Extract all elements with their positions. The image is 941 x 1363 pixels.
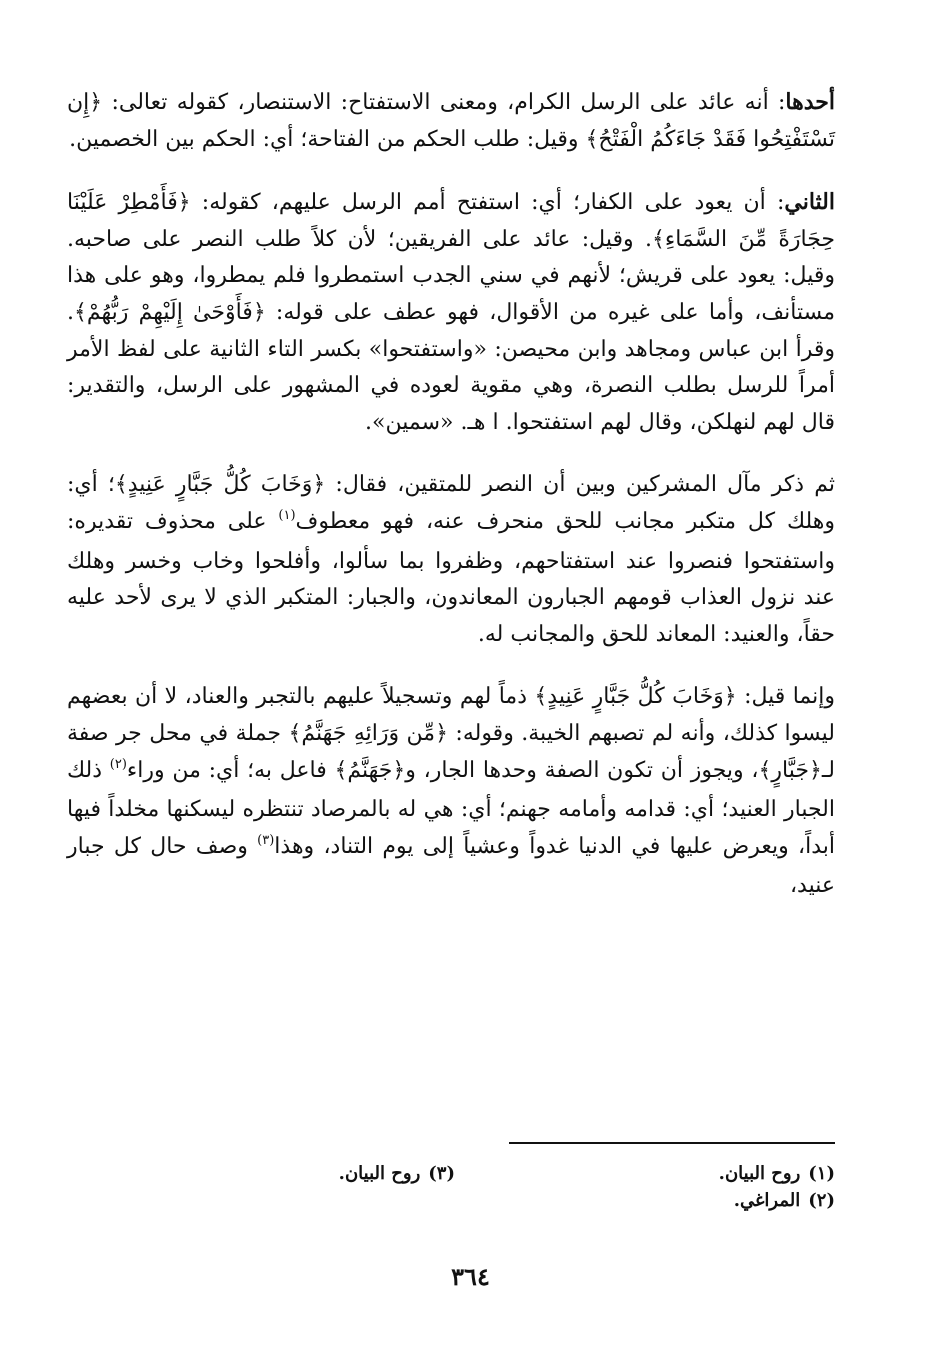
footnotes <box>67 1160 835 1214</box>
paragraph-text: ذلك الجبار العنيد؛ أي: قدامه وأمامه جهنم؛ أي: هي له بالمرصاد تنتظره ليسكنها مخلداً فيها أبداً، ويعرض عليها في الدنيا غدواً وعشياً إلى يوم التناد، وهذا <box>67 757 836 859</box>
footnote-row <box>67 1187 835 1214</box>
footnote-text: روح البيان. <box>718 1163 801 1184</box>
footnote-row <box>67 1160 835 1187</box>
paragraph-text: وإنما قيل: ﴿وَخَابَ كُلُّ جَبَّارٍ عَنِيدٍ﴾ ذماً لهم وتسجيلاً عليهم بالتجبر والعناد، لا أن بعضهم ليسوا كذلك، وأنه لم تصبهم الخيبة. وقوله: ﴿مِّن وَرَائِهِ جَهَنَّمُ﴾ جملة في محل جر صفة لـ﴿جَبَّارٍ﴾، ويجوز أن تكون الصفة وحدها الجار، و﴿جَهَنَّمُ﴾ فاعل به؛ أي: من وراء <box>67 684 835 783</box>
paragraph-text: وصف حال كل جبار عنيد، <box>67 833 835 899</box>
paragraph-text: : أن يعود على الكفار؛ أي: استفتح أمم الرسل عليهم، كقوله: ﴿فَأَمْطِرْ عَلَيْنَا حِجَارَةً مِّنَ السَّمَاءِ﴾. وقيل: عائد على الفريقين؛ لأن كلاً طلب النصر على صاحبه. وقيل: يعود على قريش؛ لأنهم في سني الجدب استمطروا فلم يمطروا، وهو على هذا مستأنف، وأما على غيره من الأقوال، فهو عطف على قوله: ﴿فَأَوْحَىٰ إِلَيْهِمْ رَبُّهُمْ﴾. وقرأ ابن عباس ومجاهد وابن محيصن: «واستفتحوا» بكسر التاء الثانية على لفظ الأمر أمراً للرسل بطلب النصرة، وهي مقوية لعوده في المشهور على الرسل، والتقدير: قال لهم لنهلكن، وقال لهم استفتحوا. ا هـ. «سمين». <box>67 190 835 435</box>
footnote-3 <box>75 1160 455 1187</box>
main-text <box>67 84 835 905</box>
footnote-marker: (٢) <box>109 756 127 772</box>
paragraph-text: : أنه عائد على الرسل الكرام، ومعنى الاستفتاح: الاستنصار، كقوله تعالى: ﴿إِن تَسْتَفْتِحُوا فَقَدْ جَاءَكُمُ الْفَتْحُ﴾ وقيل: طلب الحكم من الفتاحة؛ أي: الحكم بين الخصمين. <box>67 90 835 152</box>
footnote-number: (١) <box>808 1163 835 1184</box>
footnote-separator <box>509 1142 835 1144</box>
footnote-1 <box>455 1160 835 1187</box>
footnote-number: (٣) <box>428 1163 455 1184</box>
footnote-number: (٢) <box>808 1190 835 1211</box>
footnote-2 <box>455 1187 835 1214</box>
footnote-text: المراغي. <box>733 1190 801 1211</box>
footnote-marker: (٣) <box>257 832 275 848</box>
paragraph-lead: أحدها <box>785 89 835 115</box>
paragraph-4 <box>67 679 835 905</box>
page-number: ٣٦٤ <box>451 1262 490 1291</box>
paragraph-lead: الثاني <box>784 189 835 216</box>
paragraph-3 <box>67 467 835 653</box>
paragraph-1 <box>67 84 835 158</box>
paragraph-text: ثم ذكر مآل المشركين وبين أن النصر للمتقين، فقال: ﴿وَخَابَ كُلُّ جَبَّارٍ عَنِيدٍ﴾؛ أي: وهلك كل متكبر مجانب للحق منحرف عنه، فهو معطوف <box>67 472 835 534</box>
paragraph-2 <box>67 184 835 441</box>
paragraph-text: على محذوف تقديره: واستفتحوا فنصروا عند استفتاحهم، وظفروا بما سألوا، وأفلحوا وخاب وخسر وهلك عند نزول العذاب قومهم الجبارون المعاندون، والجبار: المتكبر الذي لا يرى لأحد عليه حقاً، والعنيد: المعاند للحق والمجانب له. <box>67 508 835 647</box>
footnote-text: روح البيان. <box>338 1163 421 1184</box>
footnote-marker: (١) <box>278 507 296 523</box>
